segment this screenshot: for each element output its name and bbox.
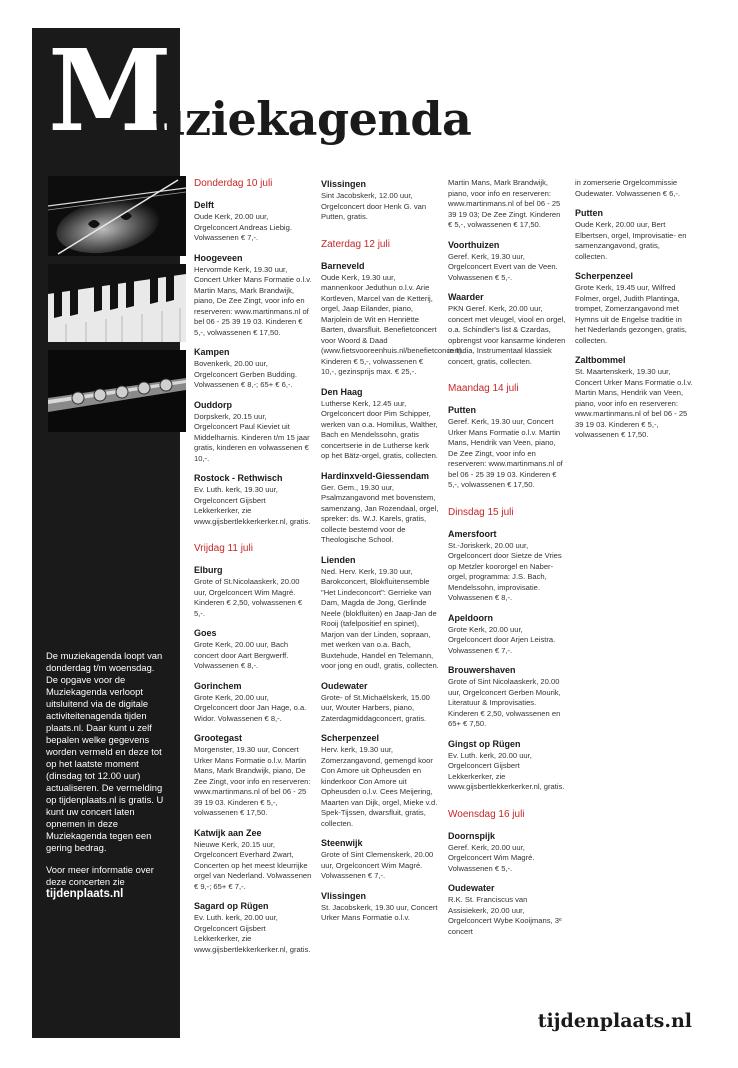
event-entry [321,680,439,725]
event-desc: St.-Joriskerk, 20.00 uur, Orgelconcert door Sietze de Vries op Metzler koororgel en Naber-orgel, programma: J.S. Bach, Mendelssohn, improvisatie. Volwassenen € 8,-. [448,540,562,602]
event-entry [194,472,312,527]
event-desc: Geref. Kerk, 19.30 uur, Orgelconcert Evert van de Veen. Volwassenen € 5,-. [448,251,558,282]
event-entry [321,260,464,378]
event-city: Den Haag [321,386,363,397]
event-desc: Sint Jacobskerk, 12.00 uur, Orgelconcert door Henk G. van Putten, gratis. [321,191,427,221]
event-desc: Lutherse Kerk, 12.45 uur, Orgelconcert door Pim Schipper, werken van o.a. Homilius, Walther, Bach en Mendelssohn, gratis concertserie in de Lutherse kerk op het Bätz-orgel, gratis, collecten. [321,398,438,460]
event-city: Zaltbommel [575,355,626,365]
event-entry [321,732,439,829]
event-city: Hoogeveen [194,252,243,263]
footer-brand: tijdenplaats.nl [537,1010,692,1032]
agenda-column-3 [448,178,566,945]
event-desc: St. Maartenskerk, 19.30 uur, Concert Urker Mans Formatie o.l.v. Martin Mans, Hendrik van Veen, piano, voor info en reserveren: www.martinmans.nl of bel 06 - 25 39 19 03. Kinderen € 5,-, volwassenen € 17,50. [575,367,693,439]
event-desc: Grote of St.Nicolaaskerk, 20.00 uur, Orgelconcert Wim Magré. Kinderen € 2,50, volwassenen € 5,-. [194,577,303,618]
event-desc: Grote of Sint Nicolaaskerk, 20.00 uur, Orgelconcert Gerben Mourik, Literatuur & Improvisaties. Kinderen € 2,50, volwassenen en 65+ € 7,50. [448,677,561,728]
event-city: Barneveld [321,260,365,271]
event-desc: Morgenster, 19.30 uur, Concert Urker Mans Formatie o.l.v. Martin Mans, Mark Brandwijk, piano, De Zee Zingt, voor info en reserveren: www.martinmans.nl of bel 06 - 25 39 19 03. Kinderen € 5,-, volwassenen € 17,50. [194,745,311,817]
event-entry [321,554,439,672]
event-city: Gingst op Rügen [448,738,521,749]
event-desc: Ned. Herv. Kerk, 19.30 uur, Barokconcert, Blokfluitensemble "Het Lindeconcort": Gerrieke van Dam, Magda de Jong, Gerlinde Neele (blokfluiten) en Jaap-Jan de Rooij (tafelpositief en spinet), Marjon van der Linden, sopraan, met werken van o.a. Bach, Buxtehude, Handel en Telemann, voor jong en oud!, gratis, collecten. [321,566,439,670]
event-entry [321,837,439,882]
sidebar-info [46,650,164,900]
event-desc: R.K. St. Franciscus van Assisiekerk, 20.00 uur, Orgelconcert Wybe Kooijmans, 3ᵉ concert [448,895,562,936]
event-city: Waarder [448,292,484,302]
event-desc: Ev. Luth. kerk, 20.00 uur, Orgelconcert Gijsbert Lekkerkerker, zie www.gijsbertlekkerkerker.nl, gratis. [194,913,311,954]
event-entry [321,890,439,924]
event-city: Vlissingen [321,179,367,189]
event-entry [194,827,312,893]
event-entry [448,664,566,730]
event-city: Ouddorp [194,399,232,410]
event-entry [448,178,566,231]
event-city: Amersfoort [448,528,497,539]
event-desc: PKN Geref. Kerk, 20.00 uur, concert met vleugel, viool en orgel, o.a. Schindler's list & Czardas, opbrengst voor kansarme kinderen in India, Instrumentaal klassiek concert, gratis, collecten. [448,304,566,366]
event-desc: Martin Mans, Mark Brandwijk, piano, voor info en reserveren: www.martinmans.nl of bel 06 - 25 39 19 03; De Zee Zingt. Kinderen € 5,-, volwassenen € 17,50. [448,178,561,229]
event-entry [194,346,312,391]
sidebar-site-link[interactable]: tijdenplaats.nl [46,888,124,900]
title-rest: uziekagenda [152,92,472,146]
event-city: Brouwershaven [448,665,516,675]
event-entry [194,199,312,244]
day-heading: Maandag 14 juli [448,383,519,394]
violin-photo [48,176,186,256]
day-heading: Dinsdag 15 juli [448,506,514,518]
event-city: Voorthuizen [448,239,500,250]
event-city: Oudewater [321,680,368,691]
piano-keys-photo [48,264,186,342]
event-city: Apeldoorn [448,612,493,623]
event-city: Elburg [194,565,223,575]
day-heading: Woensdag 16 juli [448,808,525,820]
agenda-column-2 [321,178,464,932]
event-entry [321,386,439,462]
event-desc: Nieuwe Kerk, 20.15 uur, Orgelconcert Everhard Zwart, Concerten op het meest kleurrijke orgel van Nederland. Volwassenen € 9,-; 65+ € 7,-. [194,839,312,891]
event-desc: Grote Kerk, 20.00 uur, Orgelconcert door Arjen Leistra. Volwassenen € 7,-. [448,624,556,655]
sidebar-more-info: Voor meer informatie over deze concerten zie [46,864,154,887]
event-entry [194,680,312,725]
event-desc: Ev. Luth. kerk, 19.30 uur, Orgelconcert Gijsbert Lekkerkerker, zie www.gijsbertlekkerkerker.nl, gratis. [194,485,311,526]
flute-photo [48,350,186,432]
event-city: Goes [194,628,217,638]
event-city: Scherpenzeel [321,733,380,743]
event-desc: Hervormde Kerk, 19.30 uur, Concert Urker Mans Formatie o.l.v. Martin Mans, Mark Brandwijk, piano, De Zee Zingt, voor info en reserveren: www.martinmans.nl of bel 06 - 25 39 19 03. Kinderen € 5,-, volwassenen € 17,50. [194,264,312,337]
agenda-column-4 [575,178,693,449]
event-city: Oudewater [448,883,495,893]
event-city: Lienden [321,554,356,565]
event-entry [194,252,312,339]
event-entry [448,291,566,367]
event-entry [194,732,312,819]
event-entry [448,404,566,491]
event-entry [194,564,312,619]
day-heading: Vrijdag 11 juli [194,543,253,554]
event-desc: Grote Kerk, 20.00 uur, Bach concert door Aart Bergwerff. Volwassenen € 8,-. [194,640,289,670]
event-entry [448,882,566,937]
day-heading: Donderdag 10 juli [194,178,273,189]
event-desc: Grote- of St.Michaëlskerk, 15.00 uur, Wouter Harbers, piano, Zaterdagmiddagconcert, gratis. [321,692,430,723]
day-heading: Zaterdag 12 juli [321,238,390,250]
event-city: Kampen [194,347,230,357]
event-entry [321,178,439,223]
event-entry [575,270,693,346]
event-city: Vlissingen [321,890,367,901]
event-desc: Grote Kerk, 20.00 uur, Orgelconcert door Jan Hage, o.a. Widor. Volwassenen € 8,-. [194,692,307,723]
event-entry [321,470,439,546]
event-city: Doornspijk [448,830,496,841]
event-entry [194,900,312,955]
event-desc: Geref. Kerk, 19.30 uur, Concert Urker Mans Formatie o.l.v. Martin Mans, Hendrik van Veen, piano, De Zee Zingt, voor info en reserveren: www.martinmans.nl of bel 06 - 25 39 19 03. Kinderen € 5,-, volwassenen € 17,50. [448,417,563,489]
event-desc: Bovenkerk, 20.00 uur, Orgelconcert Gerben Budding. Volwassenen € 8,-; 65+ € 6,-. [194,359,297,389]
event-entry [575,207,693,262]
title-initial: M [48,26,168,157]
event-desc: in zomerserie Orgelcommissie Oudewater. Volwassenen € 6,-. [575,178,681,198]
event-entry [448,239,566,284]
event-desc: Grote Kerk, 19.45 uur, Wilfred Folmer, orgel, Judith Plantinga, trompet, Zomerzangavond met Hymns uit de Engelse traditie in het Nederlands gezongen, gratis, collecten. [575,283,687,345]
event-desc: Grote of Sint Clemenskerk, 20.00 uur, Orgelconcert Wim Magré. Volwassenen € 7,-. [321,850,434,880]
event-entry [448,738,566,793]
event-entry [575,178,693,199]
event-desc: St. Jacobskerk, 19.30 uur, Concert Urker Mans Formatie o.l.v. [321,902,438,922]
event-entry [194,627,312,672]
event-entry [575,354,693,441]
event-desc: Oude Kerk, 19.30 uur, mannenkoor Jeduthun o.l.v. Arie Kortleven, Marcel van de Ketterij, orgel, Jaap Eilander, piano, Marjolein de Wit en Henriëtte Barten, dwarsfluit. Benefietconcert voor Woord & Daad (www.fietsvooreenhuis.nl/benefietconcert). Kinderen € 5,-, volwassenen € 10,-, gezinsprijs max. € 25,-. [321,272,464,376]
event-city: Gorinchem [194,680,242,691]
event-city: Scherpenzeel [575,271,634,281]
agenda-column-1 [194,178,312,963]
event-city: Rostock - Rethwisch [194,473,283,483]
event-desc: Oude Kerk, 20.00 uur, Orgelconcert Andreas Liebig. Volwassenen € 7,-. [194,212,292,242]
event-entry [194,399,312,465]
event-city: Sagard op Rügen [194,901,269,911]
event-city: Hardinxveld-Giessendam [321,470,430,481]
event-city: Steenwijk [321,838,363,848]
event-city: Putten [448,405,476,415]
event-city: Grootegast [194,733,243,743]
event-entry [448,830,566,875]
event-desc: Oude Kerk, 20.00 uur, Bert Elbertsen, orgel, Improvisatie- en samenzangavond, gratis, collecten. [575,220,687,261]
event-desc: Geref. Kerk, 20.00 uur, Orgelconcert Wim Magré. Volwassenen € 5,-. [448,842,535,873]
event-city: Katwijk aan Zee [194,827,262,838]
event-desc: Herv. kerk, 19.30 uur, Zomerzangavond, gemengd koor Con Amore uit Opheusden en kinderkoor Con Amore uit Opheusden o.l.v. Cees Meijering, Maarten van Dijk, orgel, Mieke v.d. Spek-Tijssen, dwarsfluit, gratis, collecten. [321,745,438,828]
event-entry [448,528,566,604]
event-desc: Dorpskerk, 20.15 uur, Orgelconcert Paul Kieviet uit Middelharnis. Kinderen t/m 15 jaar gratis, kinderen en volwassenen € 10,-. [194,411,310,463]
event-desc: Ev. Luth. kerk, 20.00 uur, Orgelconcert Gijsbert Lekkerkerker, zie www.gijsbertlekkerkerker.nl, gratis. [448,750,565,791]
event-city: Putten [575,208,603,218]
event-entry [448,612,566,657]
sidebar-intro: De muziekagenda loopt van donderdag t/m woensdag. De opgave voor de Muziekagenda verloopt uitsluitend via de digitale activiteitenagenda tijden plaats.nl. Daar kunt u zelf bepalen welke gegevens worden vermeld en deze tot op het laatste moment (dinsdag tot 12.00 uur) actualiseren. De vermelding op tijdenplaats.nl is gratis. U kunt uw concert laten opnemen in deze Muziekagenda tegen een gering bedrag. [46,650,164,853]
event-desc: Ger. Gem., 19.30 uur, Psalmzangavond met bovenstem, samenzang, Jan Rozendaal, orgel, spreker: ds. W.J. Karels, gratis, collecte bestemd voor de Theologische School. [321,482,439,544]
event-city: Delft [194,200,214,210]
